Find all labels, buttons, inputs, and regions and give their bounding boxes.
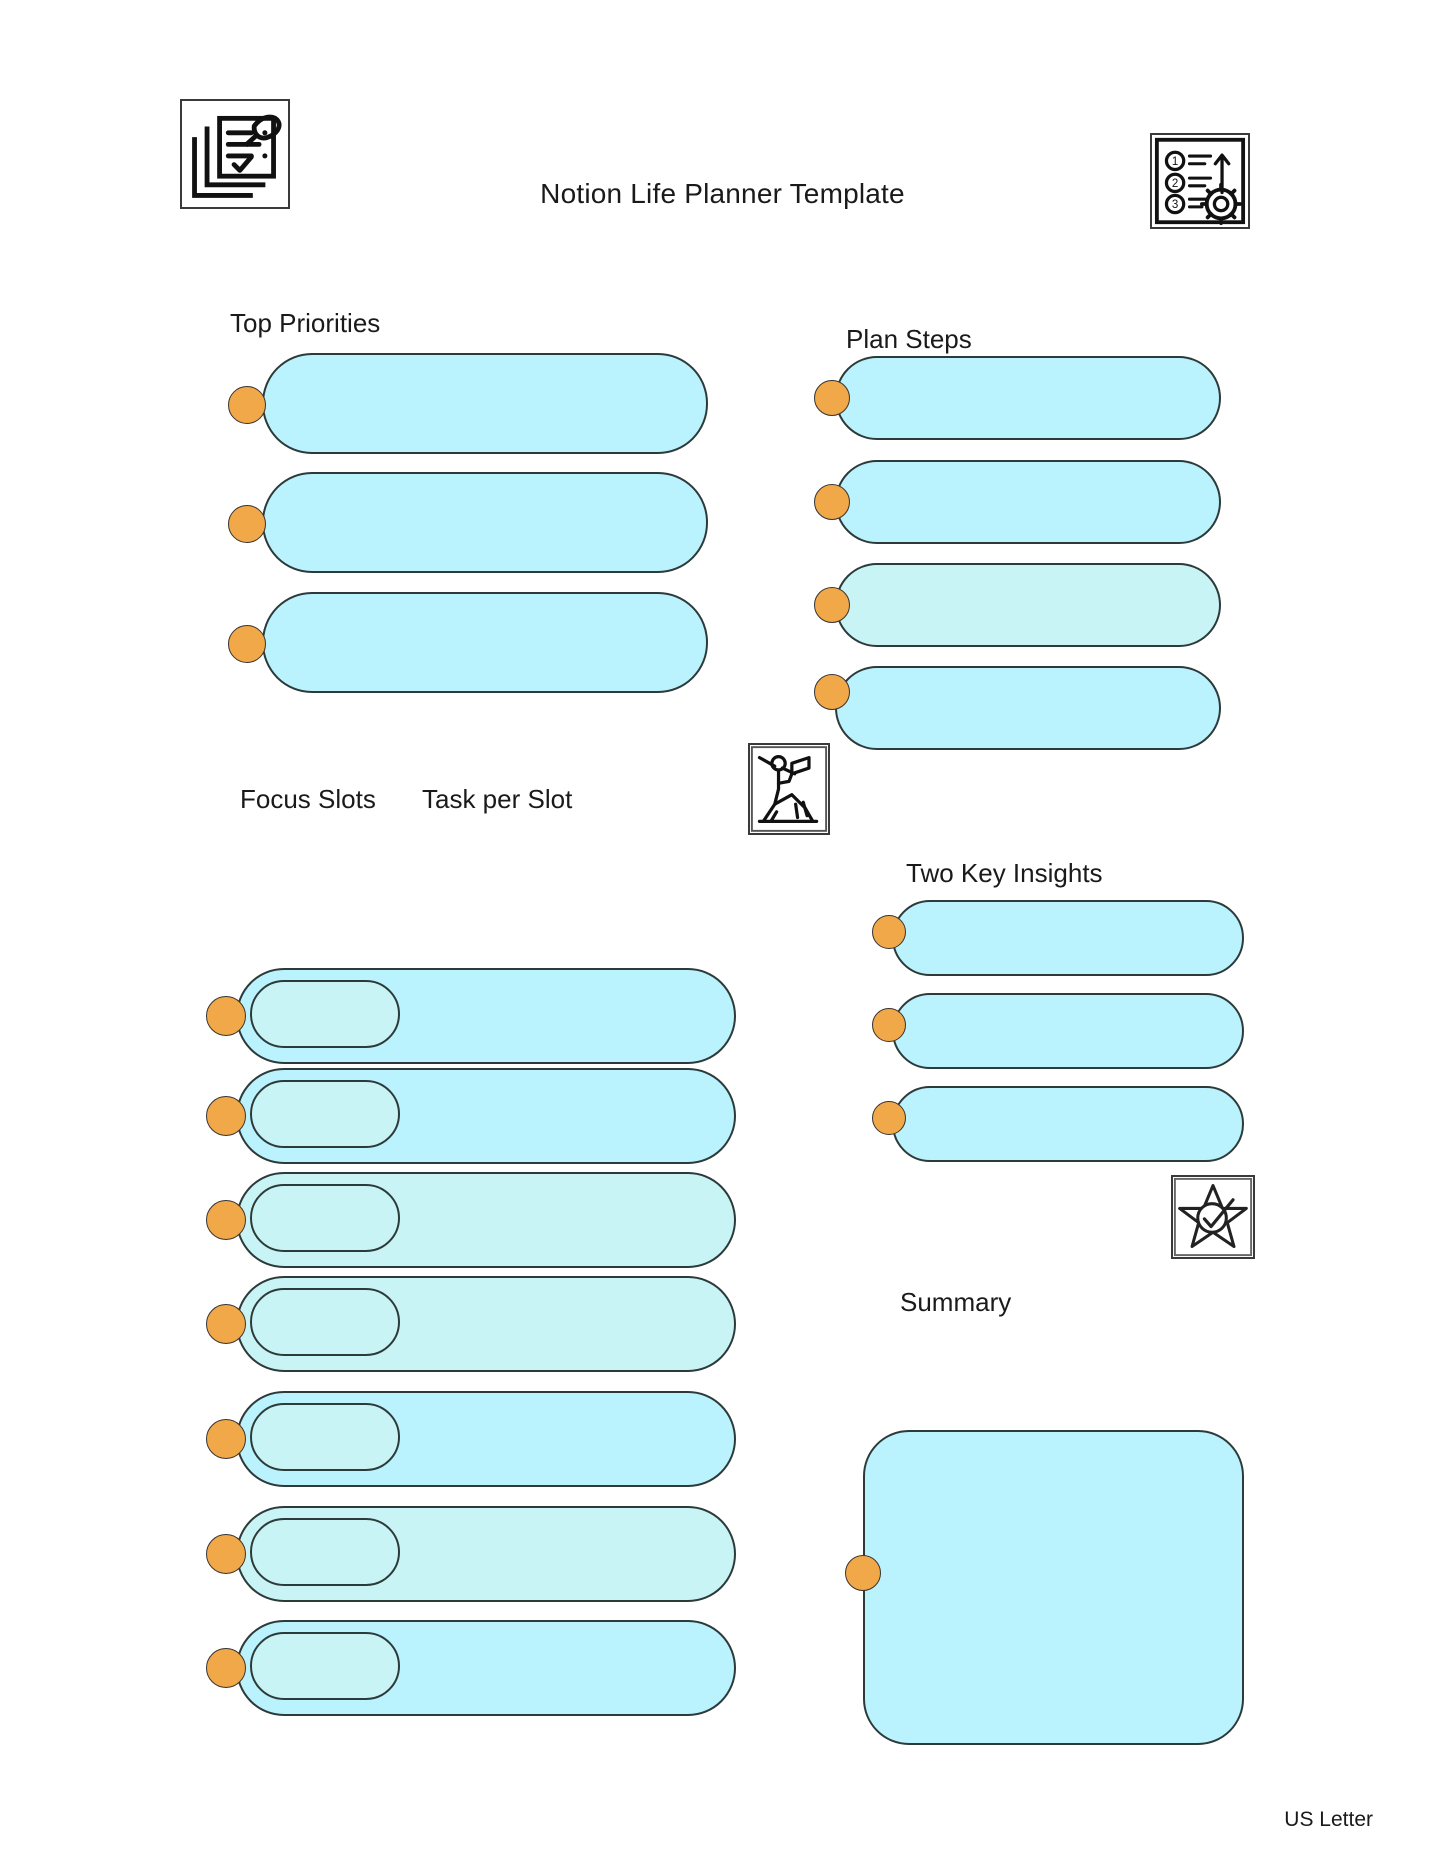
focus-slot-task-3[interactable] [250, 1184, 400, 1252]
plan-step-pill-2[interactable] [835, 460, 1221, 544]
plan-step-pill-3[interactable] [835, 563, 1221, 647]
numbered-steps-gear-icon [1150, 133, 1250, 229]
svg-text:3: 3 [1171, 198, 1179, 211]
star-check-icon [1171, 1175, 1255, 1259]
mountain-climber-flag-icon [748, 743, 830, 835]
section-label-task-per-slot: Task per Slot [422, 784, 573, 814]
plan-step-pill-1[interactable] [835, 356, 1221, 440]
section-label-two-key-insights: Two Key Insights [906, 858, 1103, 888]
insight-pill-2[interactable] [892, 993, 1244, 1069]
focus-slot-bullet-1[interactable] [206, 996, 246, 1036]
plan-step-bullet-3[interactable] [814, 587, 850, 623]
focus-slot-task-2[interactable] [250, 1080, 400, 1148]
paper-size-note: US Letter [1284, 1808, 1373, 1831]
focus-slot-task-7[interactable] [250, 1632, 400, 1700]
focus-slot-bullet-6[interactable] [206, 1534, 246, 1574]
top-priority-pill-1[interactable] [262, 353, 708, 454]
focus-slot-task-1[interactable] [250, 980, 400, 1048]
insight-bullet-2[interactable] [872, 1008, 906, 1042]
top-priority-pill-2[interactable] [262, 472, 708, 573]
focus-slot-bullet-3[interactable] [206, 1200, 246, 1240]
plan-step-bullet-4[interactable] [814, 674, 850, 710]
top-priority-bullet-2[interactable] [228, 505, 266, 543]
top-priority-bullet-1[interactable] [228, 386, 266, 424]
summary-bullet[interactable] [845, 1555, 881, 1591]
top-priority-pill-3[interactable] [262, 592, 708, 693]
svg-text:1: 1 [1171, 155, 1179, 168]
focus-slot-bullet-2[interactable] [206, 1096, 246, 1136]
focus-slot-task-4[interactable] [250, 1288, 400, 1356]
focus-slot-bullet-7[interactable] [206, 1648, 246, 1688]
plan-step-bullet-1[interactable] [814, 380, 850, 416]
plan-step-bullet-2[interactable] [814, 484, 850, 520]
plan-step-pill-4[interactable] [835, 666, 1221, 750]
insight-bullet-3[interactable] [872, 1101, 906, 1135]
section-label-focus-slots: Focus Slots [240, 784, 376, 814]
focus-slot-task-6[interactable] [250, 1518, 400, 1586]
focus-slot-bullet-4[interactable] [206, 1304, 246, 1344]
svg-text:2: 2 [1171, 177, 1179, 190]
insight-pill-3[interactable] [892, 1086, 1244, 1162]
page-title: Notion Life Planner Template [540, 178, 905, 209]
section-label-plan-steps: Plan Steps [846, 324, 972, 354]
top-priority-bullet-3[interactable] [228, 625, 266, 663]
section-label-summary: Summary [900, 1287, 1012, 1317]
focus-slot-task-5[interactable] [250, 1403, 400, 1471]
summary-box[interactable] [863, 1430, 1244, 1745]
insight-bullet-1[interactable] [872, 915, 906, 949]
focus-slot-bullet-5[interactable] [206, 1419, 246, 1459]
section-label-top-priorities: Top Priorities [230, 308, 381, 338]
insight-pill-1[interactable] [892, 900, 1244, 976]
